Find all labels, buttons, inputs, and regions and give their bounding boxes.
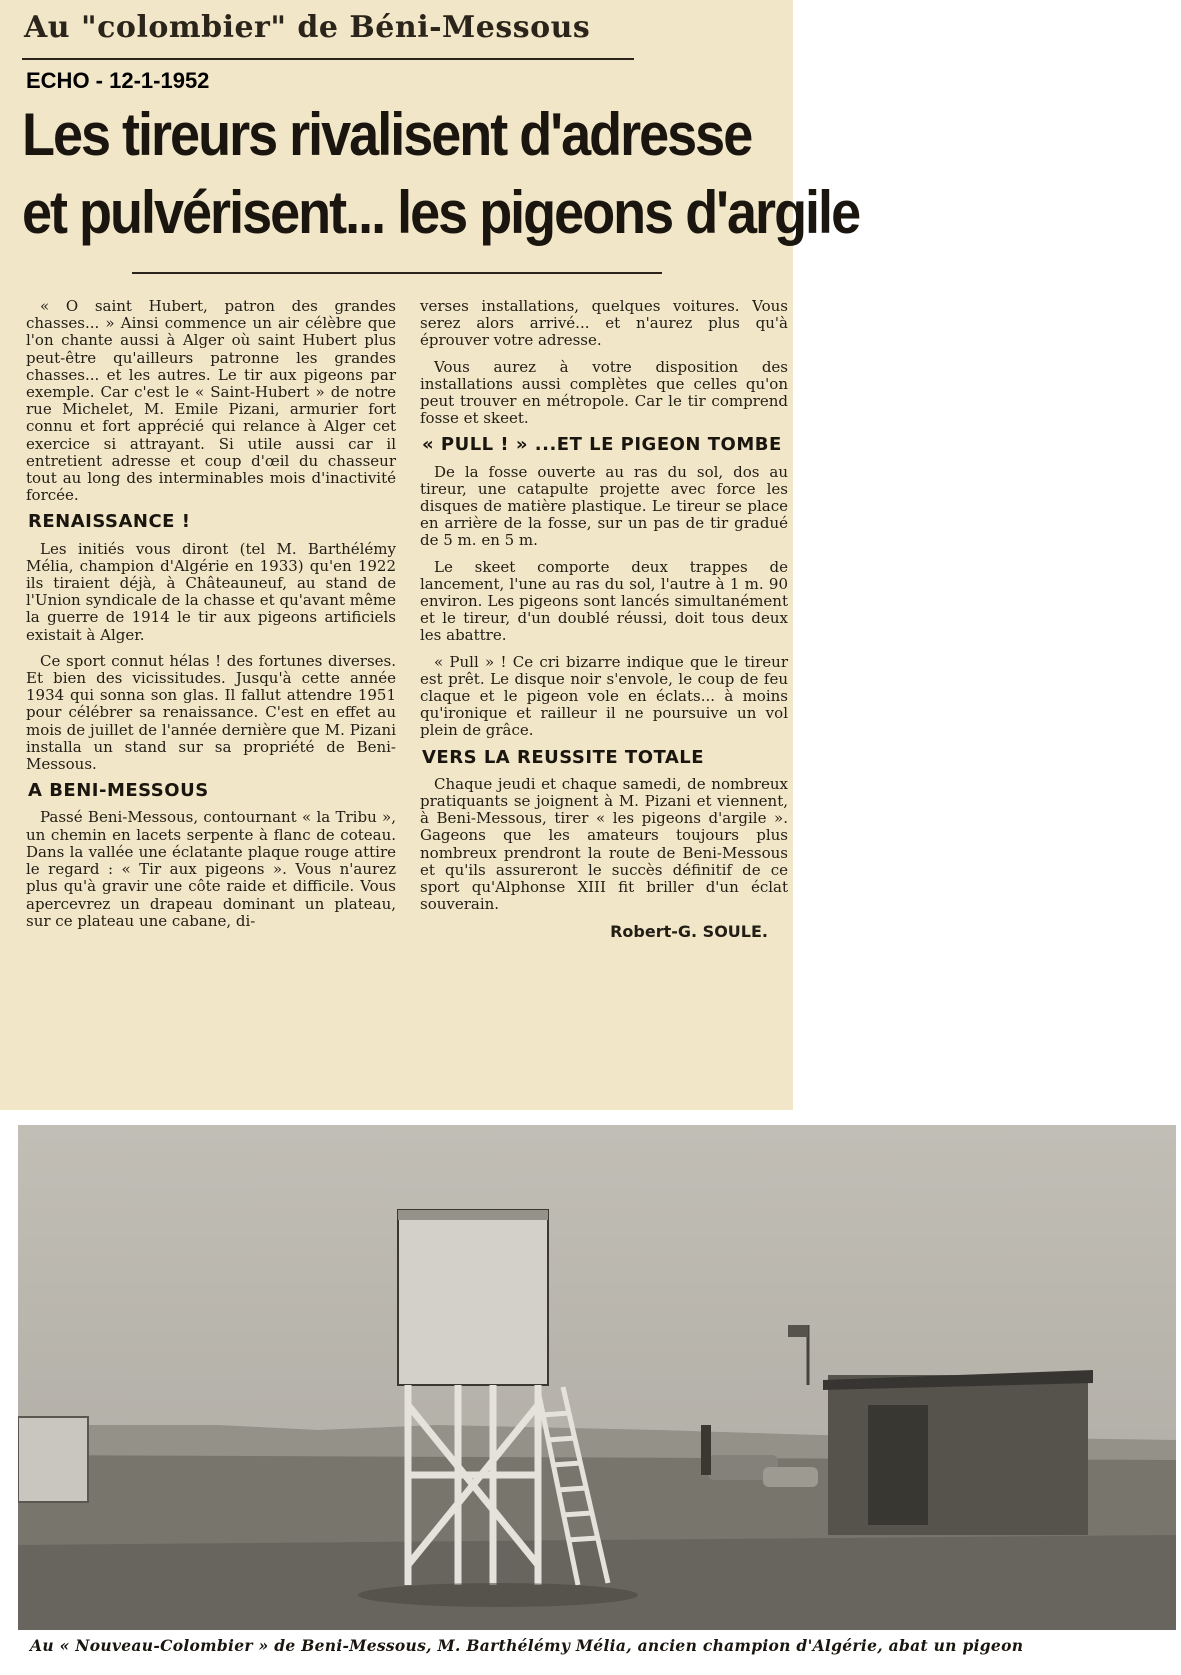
source-label: ECHO - 12-1-1952 [26, 68, 210, 93]
top-divider [22, 58, 634, 60]
paragraph: « Pull » ! Ce cri bizarre indique que le tireur est prêt. Le disque noir s'envole, le coup de feu claque et le pigeon vole en éclats... à moins qu'ironique et railleur il ne poursuive un vol plein de grâce. [420, 652, 788, 740]
newspaper-clipping [0, 0, 860, 1110]
left-column [26, 298, 396, 939]
paragraph: Ce sport connut hélas ! des fortunes diverses. Et bien des vicissitudes. Jusqu'à cette année 1934 qui sonna son glas. Il fallut attendre 1951 pour célébrer sa renaissance. C'est en effet au mois de juillet de l'année dernière que M. Pizani installa un stand sur sa propriété de Beni-Messous. [26, 651, 396, 774]
author-signature: Robert-G. SOULE. [610, 921, 768, 941]
headline-line-1: Les tireurs rivalisent d'adresse [22, 101, 752, 169]
subheading: « PULL ! » ...ET LE PIGEON TOMBE [422, 434, 782, 456]
photo-caption: Au « Nouveau-Colombier » de Beni-Messous, M. Barthélémy Mélia, ancien champion d'Algérie, abat un pigeon [30, 1636, 1024, 1655]
headline-line-2: et pulvérisent... les pigeons d'argile [22, 179, 860, 247]
paragraph: « O saint Hubert, patron des grandes chasses... » Ainsi commence un air célèbre que l'on chante aussi à Alger où saint Hubert plus peut-être qu'ailleurs patronne les grandes chasses... et les autres. Le tir aux pigeons par exemple. Car c'est le « Saint-Hubert » de notre rue Michelet, M. Emile Pizani, armurier fort connu et fort apprécié qui relance à Alger cet exercice si attrayant. Si utile aussi car il entretient adresse et coup d'œil du chasseur tout au long des interminables mois d'inactivité forcée. [26, 297, 396, 505]
paragraph: verses installations, quelques voitures. Vous serez alors arrivé... et n'aurez plus qu'à éprouver votre adresse. [420, 297, 788, 350]
paragraph: Vous aurez à votre disposition des installations aussi complètes que celles qu'on peut trouver en métropole. Car le tir comprend fosse et skeet. [420, 357, 788, 428]
headline-divider [132, 272, 662, 274]
photo-scene [18, 1125, 1176, 1630]
news-photo [18, 1125, 1176, 1630]
paragraph: Les initiés vous diront (tel M. Barthélémy Mélia, champion d'Algérie en 1933) qu'en 1922 ils tiraient déjà, à Châteauneuf, au stand de l'Union syndicale de la chasse et qu'avant même la guerre de 1914 le tir aux pigeons artificiels existait à Alger. [26, 539, 396, 644]
paragraph: Chaque jeudi et chaque samedi, de nombreux pratiquants se joignent à M. Pizani et viennent, à Beni-Messous, tirer « les pigeons d'argile ». Gageons que les amateurs toujours plus nombreux prendront la route de Beni-Messous et qu'ils assureront le succès définitif de ce sport qu'Alphonse XIII fit briller d'un éclat souverain. [420, 774, 788, 914]
subheading: VERS LA REUSSITE TOTALE [422, 746, 705, 768]
paragraph: De la fosse ouverte au ras du sol, dos au tireur, une catapulte projette avec force les disques de matière plastique. Le tireur se place en arrière de la fosse, sur un pas de tir gradué de 5 m. en 5 m. [420, 462, 788, 550]
article-kicker: Au "colombier" de Béni-Messous [24, 10, 591, 45]
paragraph: Passé Beni-Messous, contournant « la Tribu », un chemin en lacets serpente à flanc de coteau. Dans la vallée une éclatante plaque rouge attire le regard : « Tir aux pigeons ». Vous n'aurez plus qu'à gravir une côte raide et difficile. Vous apercevrez un drapeau dominant un plateau, sur ce plateau une cabane, di- [26, 808, 396, 930]
subheading: RENAISSANCE ! [28, 511, 191, 533]
right-column [420, 298, 788, 940]
subheading: A BENI-MESSOUS [28, 780, 209, 802]
paragraph: Le skeet comporte deux trappes de lancement, l'une au ras du sol, l'autre à 1 m. 90 environ. Les pigeons sont lancés simultanément et le tireur, d'un doublé réussi, doit tous deux les abattre. [420, 557, 788, 645]
